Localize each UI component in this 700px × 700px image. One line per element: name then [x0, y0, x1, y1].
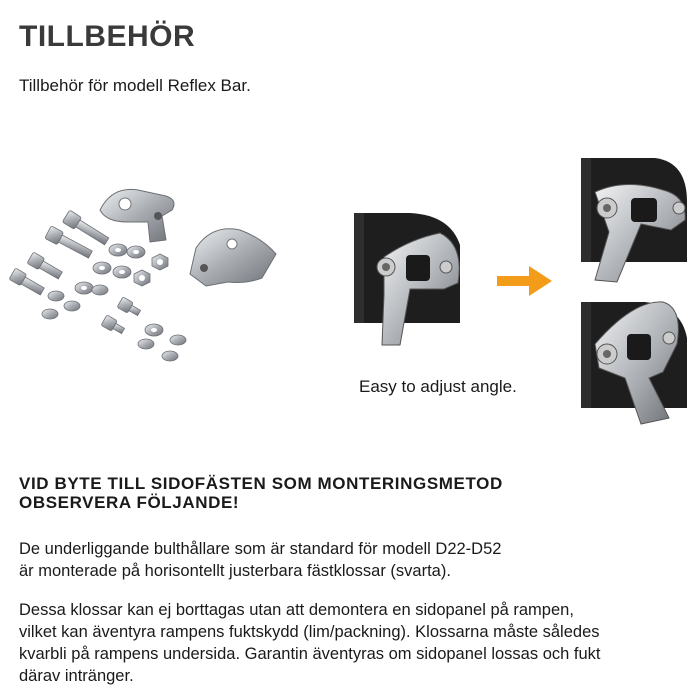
paragraph-line: därav intränger.: [19, 667, 134, 685]
page-subtitle: Tillbehör för modell Reflex Bar.: [19, 76, 251, 95]
warning-line: VID BYTE TILL SIDOFÄSTEN SOM MONTERINGSMETOD: [19, 474, 503, 493]
hardware-kit-icon: [0, 178, 300, 378]
paragraph-line: vilket kan äventyra rampens fuktskydd (lim/packning). Klossarna måste således: [19, 623, 600, 641]
info-paragraph: [19, 599, 699, 687]
warning-heading: [19, 474, 689, 512]
side-bracket-icon: [575, 152, 700, 295]
side-bracket-icon: [340, 205, 490, 355]
right-arrow-icon: [495, 263, 555, 299]
paragraph-line: De underliggande bulthållare som är standard för modell D22-D52: [19, 540, 502, 558]
warning-line: OBSERVERA FÖLJANDE!: [19, 493, 240, 512]
info-paragraph: [19, 538, 699, 582]
image-caption: Easy to adjust angle.: [359, 377, 517, 396]
paragraph-line: Dessa klossar kan ej borttagas utan att demontera en sidopanel på rampen,: [19, 601, 574, 619]
paragraph-line: kvarbli på rampens undersida. Garantin äventyras om sidopanel lossas och fukt: [19, 645, 601, 663]
side-bracket-icon: [575, 298, 700, 428]
page-title: TILLBEHÖR: [19, 20, 196, 53]
paragraph-line: är monterade på horisontellt justerbara fästklossar (svarta).: [19, 562, 451, 580]
